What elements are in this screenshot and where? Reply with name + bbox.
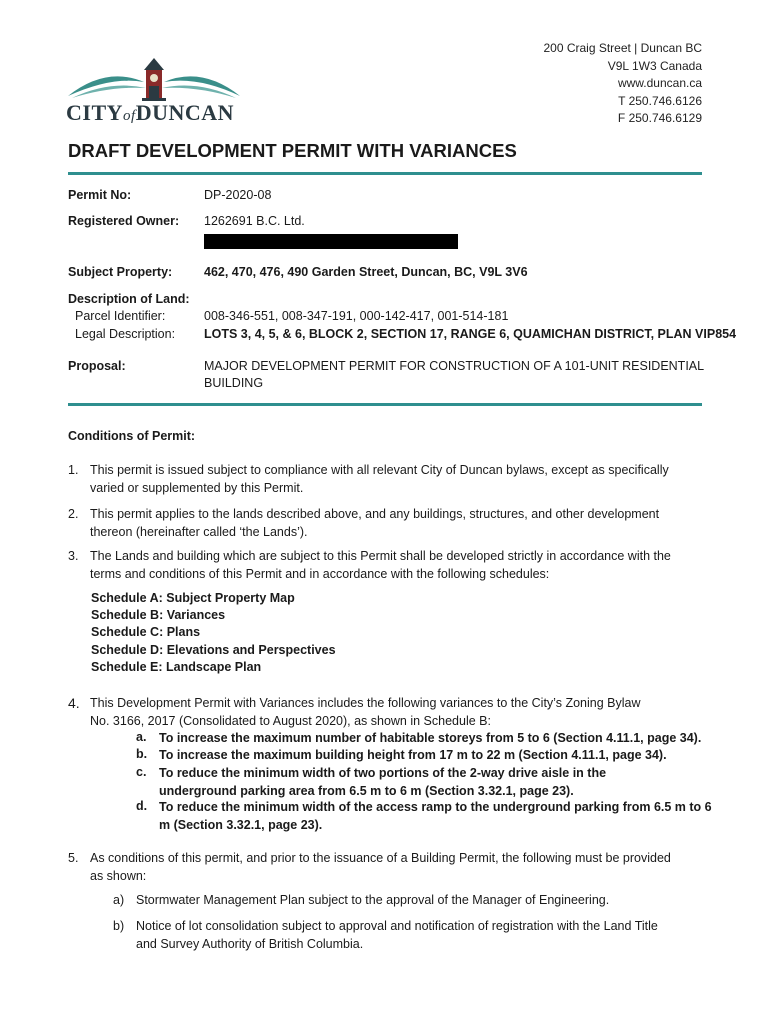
variance-item: To increase the maximum number of habitable storeys from 5 to 6 (Section 4.11.1, page 34). xyxy=(159,731,702,745)
condition-4: This Development Permit with Variances includes the following variances to the City’s Zoning Bylaw No. 3166, 2017 (Consolidated to August 2020), as shown in Schedule B: xyxy=(90,696,641,728)
variance-letter: d. xyxy=(136,799,148,813)
condition-number: 5. xyxy=(68,851,79,865)
requirement-letter: a) xyxy=(113,893,125,907)
schedule-item: Schedule B: Variances xyxy=(91,608,226,622)
condition-5: As conditions of this permit, and prior to the issuance of a Building Permit, the following must be provided as shown: xyxy=(90,851,671,883)
owner-label: Registered Owner: xyxy=(68,214,180,228)
property-label: Subject Property: xyxy=(68,265,173,279)
variance-letter: b. xyxy=(136,747,148,761)
condition-1: This permit is issued subject to compliance with all relevant City of Duncan bylaws, except as specifically varied or supplemented by this Permit. xyxy=(90,463,669,495)
condition-number: 3. xyxy=(68,549,79,563)
address-line: 200 Craig Street | Duncan BC xyxy=(543,41,702,55)
owner-value: 1262691 B.C. Ltd. xyxy=(204,214,305,228)
schedule-item: Schedule C: Plans xyxy=(91,625,201,639)
condition-number: 2. xyxy=(68,507,79,521)
land-label: Description of Land: xyxy=(68,292,190,306)
legal-value: LOTS 3, 4, 5, & 6, BLOCK 2, SECTION 17, RANGE 6, QUAMICHAN DISTRICT, PLAN VIP854 xyxy=(204,327,737,341)
variance-item: To reduce the minimum width of the access ramp to the underground parking from 6.5 m to 6 m (Section 3.32.1, page 23). xyxy=(159,800,712,832)
address-line: V9L 1W3 Canada xyxy=(607,58,702,73)
divider-rule xyxy=(68,403,702,406)
variance-item: To increase the maximum building height from 17 m to 22 m (Section 4.11.1, page 34). xyxy=(159,748,667,762)
proposal-label: Proposal: xyxy=(68,359,126,373)
pid-label: Parcel Identifier: xyxy=(75,309,166,323)
property-value: 462, 470, 476, 490 Garden Street, Duncan, BC, V9L 3V6 xyxy=(204,265,528,279)
proposal-value-line-1: MAJOR DEVELOPMENT PERMIT FOR CONSTRUCTION OF A 101-UNIT RESIDENTIAL xyxy=(204,359,705,373)
legal-label: Legal Description: xyxy=(75,327,176,341)
condition-2: This permit applies to the lands described above, and any buildings, structures, and other development thereon (hereinafter called ‘the Lands’). xyxy=(90,507,660,539)
condition-number: 1. xyxy=(68,463,79,477)
permit-no-value: DP-2020-08 xyxy=(204,188,272,202)
schedule-item: Schedule E: Landscape Plan xyxy=(91,660,262,674)
redaction-bar xyxy=(204,234,458,249)
variance-letter: a. xyxy=(136,730,147,744)
requirement-item: Notice of lot consolidation subject to approval and notification of registration with the Land Title and Survey Authority of British Columbia. xyxy=(136,919,658,951)
condition-3: The Lands and building which are subject to this Permit shall be developed strictly in accordance with the terms and conditions of this Permit and in accordance with the following schedules: xyxy=(90,549,671,581)
fax-number: F 250.746.6129 xyxy=(617,111,702,125)
variance-item: To reduce the minimum width of two portions of the 2-way drive aisle in the underground parking area from 6.5 m to 6 m (Section 3.32.1, page 23). xyxy=(159,766,607,798)
divider-rule xyxy=(68,172,702,175)
permit-no-label: Permit No: xyxy=(68,188,132,202)
conditions-heading: Conditions of Permit: xyxy=(68,429,196,443)
website-link[interactable]: www.duncan.ca xyxy=(617,76,702,90)
document-title: DRAFT DEVELOPMENT PERMIT WITH VARIANCES xyxy=(68,140,517,161)
schedule-item: Schedule A: Subject Property Map xyxy=(91,591,295,605)
logo-wordmark: CITYofDUNCAN xyxy=(66,100,235,125)
requirement-item: Stormwater Management Plan subject to the approval of the Manager of Engineering. xyxy=(136,893,610,907)
variance-letter: c. xyxy=(136,765,147,779)
address-block xyxy=(543,40,702,128)
schedule-item: Schedule D: Elevations and Perspectives xyxy=(91,643,336,657)
phone-number: T 250.746.6126 xyxy=(618,93,702,108)
proposal-value-line-2: BUILDING xyxy=(204,376,264,390)
condition-number: 4. xyxy=(68,695,80,711)
pid-value: 008-346-551, 008-347-191, 000-142-417, 001-514-181 xyxy=(204,309,509,323)
requirement-letter: b) xyxy=(113,919,125,933)
